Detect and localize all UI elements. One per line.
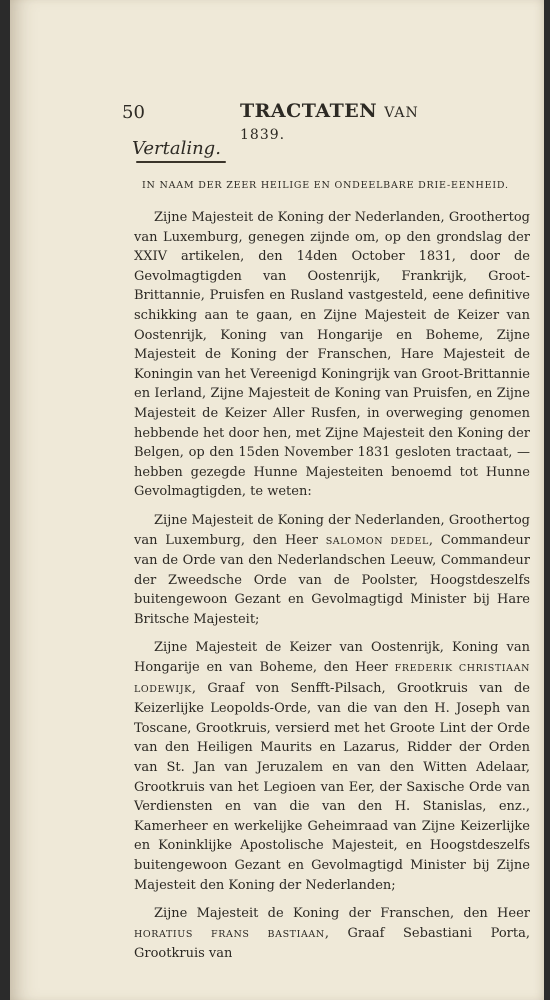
document-page — [10, 0, 544, 1000]
p3-name: FREDERIK CHRISTIAAN LODEWIJK — [134, 663, 530, 695]
invocation-heading: IN NAAM DER ZEER HEILIGE EN ONDEELBARE DRIE-EENHEID. — [142, 180, 509, 191]
p2-text-b: , Commandeur van de Orde van den Nederlandschen Leeuw, Commandeur der Zweedsche Orde van de Poolster, Hoogstdeszelfs buitengewoon Gezant en Gevolmagtigd Minister bij Hare Britsche Majesteit; — [134, 532, 530, 627]
section-label: Vertaling. — [132, 138, 221, 159]
p3-text-a: Zijne Majesteit de Keizer van Oostenrijk, Koning van Hongarije en van Boheme, den Heer — [134, 640, 530, 676]
p2-name: SALOMON DEDEL — [325, 535, 429, 547]
running-title-van: VAN — [384, 105, 419, 121]
running-title — [240, 100, 442, 144]
ornamental-rule — [136, 161, 226, 163]
paragraph-austria-plenipotentiary — [134, 638, 530, 895]
p4-name: HORATIUS FRANS BASTIAAN — [134, 928, 325, 940]
page-number: 50 — [122, 102, 145, 123]
p2-text-a: Zijne Majesteit de Koning der Nederlanden, Groothertog van Luxemburg, den Heer — [134, 512, 530, 548]
paragraph-france-plenipotentiary — [134, 904, 530, 964]
p4-text-b: , Graaf Sebastiani Porta, Grootkruis van — [134, 925, 530, 962]
running-title-main: TRACTATEN — [240, 100, 378, 122]
paragraph-preamble: Zijne Majesteit de Koning der Nederlanden, Groothertog van Luxemburg, genegen zijnde om, op den grondslag der XXIV artikelen, den 14den October 1831, door de Gevolmagtigden van Oostenrijk, Frankrijk, Groot-Brittannie, Pruisfen en Rusland vastgesteld, eene definitive schikking aan te gaan, en Zijne Majesteit de Keizer van Oostenrijk, Koning van Hongarije en Boheme, Zijne Majesteit de Koning der Franschen, Hare Majesteit de Koningin van het Vereenigd Koningrijk van Groot-Brittannie en Ierland, Zijne Majesteit de Koning van Pruisfen, en Zijne Majesteit de Keizer Aller Rusfen, in overweging genomen hebbende het door hen, met Zijne Majesteit den Koning der Belgen, op den 15den November 1831 gesloten tractaat, — hebben gezegde Hunne Majesteiten benoemd tot Hunne Gevolmagtigden, te weten: — [134, 210, 530, 500]
paragraph-netherlands-plenipotentiary — [134, 511, 530, 630]
p3-text-b: , Graaf von Senfft-Pilsach, Grootkruis van de Keizerlijke Leopolds-Orde, van die van den H. Joseph van Toscane, Grootkruis, versierd met het Groote Lint der Orde van den Heiligen Maurits en Lazarus, Ridder der Orden van St. Jan van Jeruzalem en van den Witten Adelaar, Grootkruis van het Legioen van Eer, der Saxische Orde van Verdiensten en van die van den H. Stanislas, enz., Kamerheer en werkelijke Geheimraad van Zijne Keizerlijke en Koninklijke Apostolische Majesteit, en Hoogstdeszelfs buitengewoon Gezant en Gevolmagtigd Minister bij Zijne Majesteit den Koning der Nederlanden; — [134, 680, 530, 893]
p4-text-a: Zijne Majesteit de Koning der Franschen, den Heer — [154, 906, 530, 922]
running-title-year: 1839. — [240, 127, 286, 143]
running-header — [122, 100, 442, 143]
body-text — [134, 208, 530, 973]
